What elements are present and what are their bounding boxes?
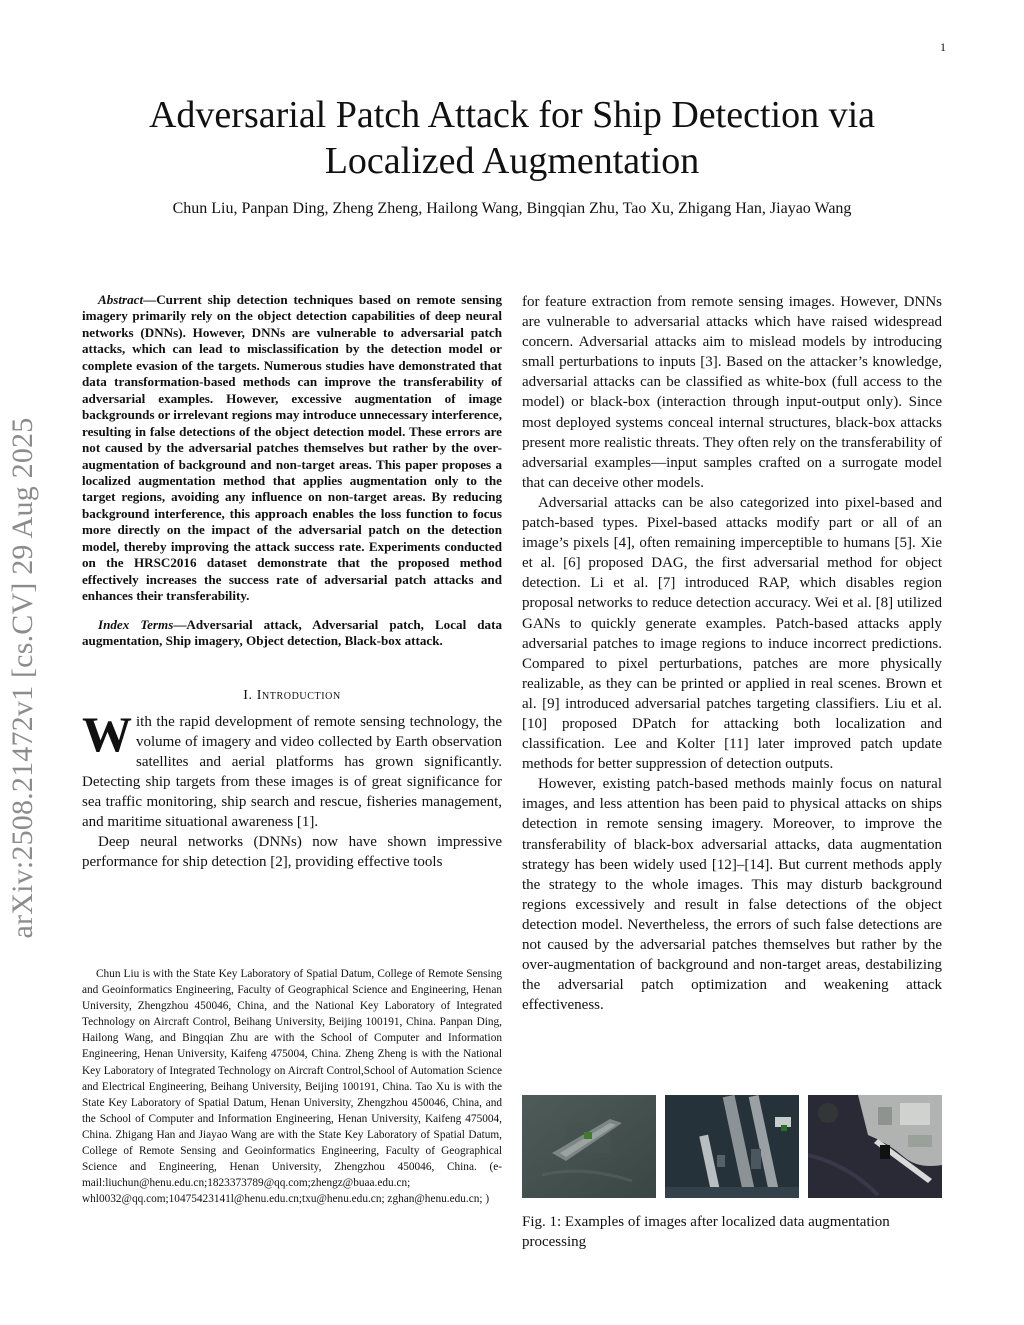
figure-1: [522, 1095, 942, 1252]
satellite-image-ship-open-water: [522, 1095, 656, 1198]
right-paragraph-1: for feature extraction from remote sensing images. However, DNNs are vulnerable to adversarial attacks which have raised widespread concern. Adversarial attacks aim to mislead models by introducing small perturbations to inputs [3]. Based on the attacker’s knowledge, adversarial attacks can be classified as white-box (full access to the model) or black-box (interaction through input-output only). Since most deployed systems conceal internal structures, black-box attacks present more realistic threats. They often rely on the transferability of adversarial examples—input samples crafted on a surrogate model that can deceive other models.: [522, 294, 942, 491]
page-number: 1: [940, 40, 946, 54]
section-title: Introduction: [256, 687, 341, 703]
index-terms: [82, 617, 502, 650]
dropcap-letter: W: [82, 705, 132, 762]
abstract-text: —Current ship detection techniques based on remote sensing imagery primarily rely on the object detection capabilities of deep neural networks (DNNs). However, DNNs are vulnerable to adversarial patch attacks, which can lead to misclassification by the detection model or complete evasion of the targets. Numerous studies have demonstrated that data transformation-based methods can improve the transferability of adversarial examples. However, excessive augmentation of image backgrounds or irrelevant regions may introduce unnecessary interference, resulting in false detections of the object detection model. These errors are not caused by the adversarial patches themselves but rather by the over-augmentation of background and non-target areas. This paper proposes a localized augmentation method that applies augmentation only to the target regions, avoiding any influence on non-target areas. By reducing background interference, this approach enables the loss function to focus more directly on the impact of the adversarial patch on the detection model, thereby improving the attack success rate. Experiments conducted on the HRSC2016 dataset demonstrate that the proposed method effectively increases the success rate of adversarial patch attacks and enhances their transferability.: [82, 292, 502, 604]
abstract: [82, 292, 502, 605]
intro-paragraph-2: Deep neural networks (DNNs) now have shown impressive performance for ship detection [2], providing effective tools: [82, 834, 502, 871]
satellite-image-coastal-port: [808, 1095, 942, 1198]
right-paragraph-2: Adversarial attacks can be also categorized into pixel-based and patch-based types. Pixel-based attacks modify part or all of an image’s pixels [4], often remaining imperceptible to humans [5]. Xie et al. [6] proposed DAG, the first adversarial method for object detection. Li et al. [7] introduced RAP, which disables region proposal networks to reduce detection accuracy. Wei et al. [8] utilized GANs to quickly generate examples. Patch-based attacks apply adversarial patches to image regions to induce incorrect predictions. Compared to pixel perturbations, patches are more physically realizable, as they can be printed or applied in real scenes. Brown et al. [9] introduced adversarial patches targeting classifiers. Liu et al. [10] proposed DPatch for attacking both localization and classification. Lee and Kolter [11] later improved patch update methods for better suppression of detection outputs.: [522, 494, 942, 773]
right-paragraph-3: However, existing patch-based methods mainly focus on natural images, and less attention has been paid to physical attacks on ships detection in remote sensing imagery. Moreover, to improve the transferability of black-box adversarial attacks, data augmentation strategy has been widely used [12]–[14]. But current methods apply the strategy to the whole images. This may disturb background regions excessively and result in false detections of the object detection model. Nevertheless, the errors of such false detections are not caused by the adversarial patches themselves but rather by the over-augmentation of background and non-target areas, destabilizing the adversarial patch optimization and weakening attack effectiveness.: [522, 776, 942, 1014]
abstract-lead: Abstract: [98, 292, 144, 307]
intro-paragraph-1: [82, 705, 502, 833]
section-heading-introduction: [82, 688, 502, 704]
author-affiliation-footnote: Chun Liu is with the State Key Laboratory of Spatial Datum, College of Remote Sensing and Geoinformatics Engineering, Faculty of Geographical Science and Engineering, Henan University, Zhengzhou 450046, China, and the National Key Laboratory of Integrated Technology on Aircraft Control, Beihang University, Beijing 100191, China. Panpan Ding, Hailong Wang, and Bingqian Zhu are with the School of Computer and Information Engineering, Henan University, Kaifeng 475004, China. Zheng Zheng is with the National Key Laboratory of Integrated Technology on Aircraft Control,School of Automation Science and Electrical Engineering, Beihang University, Beijing 100191, China. Tao Xu is with the State Key Laboratory of Spatial Datum, Henan University, Zhengzhou 450046, China, and the School of Computer and Information Engineering, Henan University, Kaifeng 475004, China. Zhigang Han and Jiayao Wang are with the State Key Laboratory of Spatial Datum, College of Remote Sensing and Geoinformatics Engineering, Faculty of Geographical Science and Engineering, Henan University, Zhengzhou 450046, China. (e-mail:liuchun@henu.edu.cn;1823373789@qq.com;zhengz@buaa.edu.cn; whl0032@qq.com;10475423141l@henu.edu.cn;txu@henu.edu.cn; zghan@henu.edu.cn; ): [82, 968, 502, 1206]
satellite-image-ships-at-pier: [665, 1095, 799, 1198]
author-list: Chun Liu, Panpan Ding, Zheng Zheng, Hailong Wang, Bingqian Zhu, Tao Xu, Zhigang Han, Jiayao Wang: [172, 200, 852, 217]
figure-1-caption: Fig. 1: Examples of images after localized data augmentation processing: [522, 1214, 890, 1250]
intro-paragraph-1-text: ith the rapid development of remote sensing technology, the volume of imagery and video collected by Earth observation satellites and aerial platforms has grown significantly. Detecting ship targets from these images is of great significance for sea traffic monitoring, ship search and rescue, fisheries management, and maritime situational awareness [1].: [82, 713, 502, 830]
arxiv-stamp: arXiv:2508.21472v1 [cs.CV] 29 Aug 2025: [6, 417, 39, 939]
left-column: [82, 292, 502, 872]
index-terms-text: —Adversarial attack, Adversarial patch, Local data augmentation, Ship imagery, Object detection, Black-box attack.: [82, 616, 502, 649]
section-number: I.: [243, 687, 253, 703]
figure-1-images: [522, 1095, 942, 1198]
index-terms-lead: Index Terms: [98, 616, 174, 632]
right-column: [522, 292, 942, 1015]
paper-title: Adversarial Patch Attack for Ship Detection via Localized Augmentation: [148, 94, 875, 182]
